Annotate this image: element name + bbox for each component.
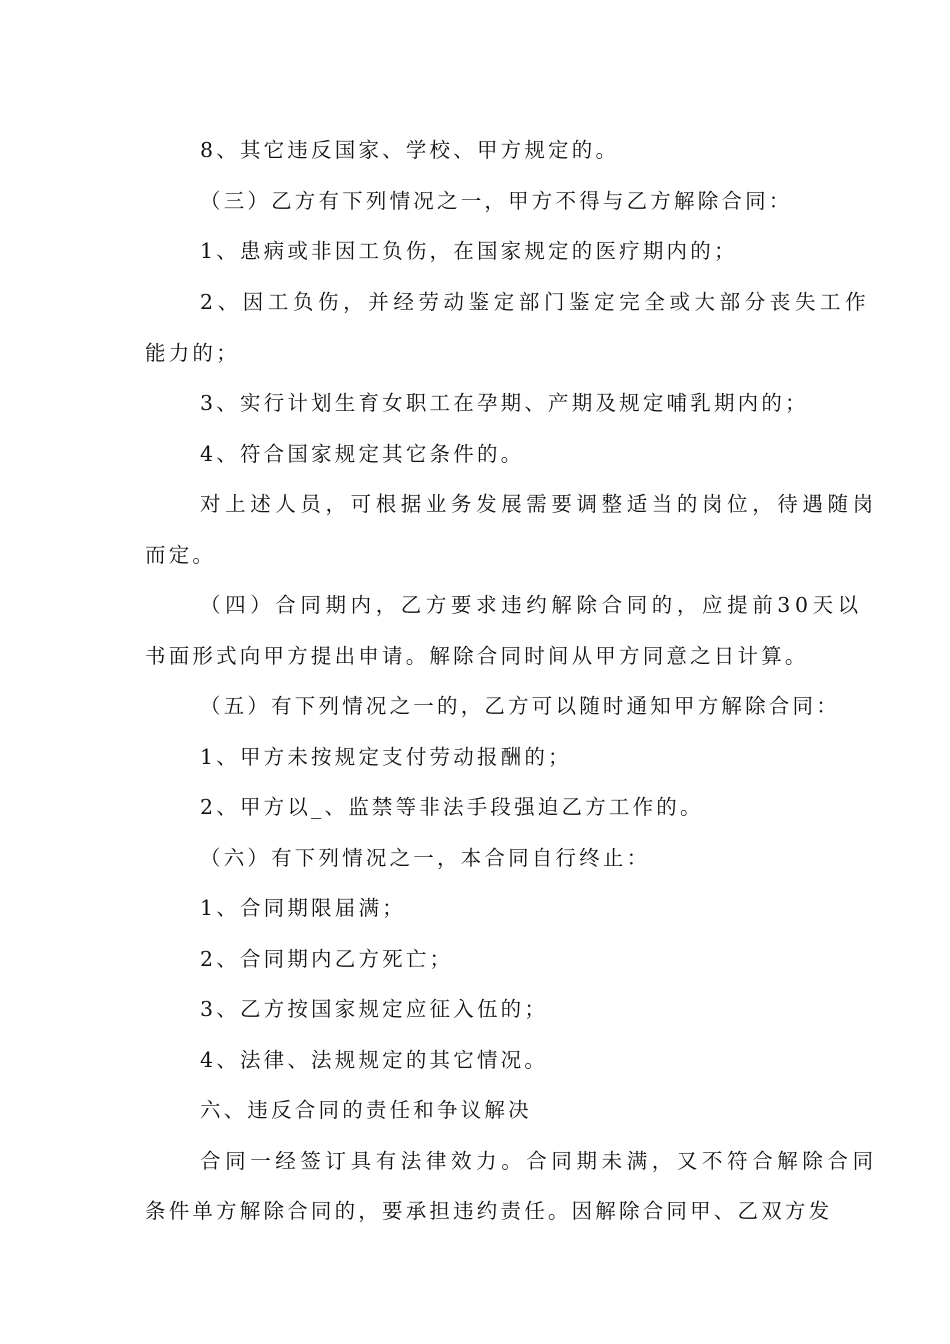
text-line-4: 2、因工负伤，并经劳动鉴定部门鉴定完全或大部分丧失工作	[200, 290, 871, 314]
text-line-10: （四）合同期内，乙方要求违约解除合同的，应提前30天以	[200, 593, 863, 617]
text-line-14: 2、甲方以_、监禁等非法手段强迫乙方工作的。	[200, 795, 704, 819]
text-line-11: 书面形式向甲方提出申请。解除合同时间从甲方同意之日计算。	[145, 644, 809, 668]
text-line-5: 能力的；	[145, 341, 240, 365]
text-line-19: 4、法律、法规规定的其它情况。	[200, 1048, 549, 1072]
text-line-18: 3、乙方按国家规定应征入伍的；	[200, 997, 549, 1021]
text-line-22: 条件单方解除合同的，要承担违约责任。因解除合同甲、乙双方发	[145, 1199, 833, 1223]
text-line-6: 3、实行计划生育女职工在孕期、产期及规定哺乳期内的；	[200, 391, 809, 415]
text-line-12: （五）有下列情况之一的，乙方可以随时通知甲方解除合同：	[200, 694, 840, 718]
text-line-2: （三）乙方有下列情况之一，甲方不得与乙方解除合同：	[200, 189, 793, 213]
text-line-1: 8、其它违反国家、学校、甲方规定的。	[200, 138, 620, 162]
text-line-13: 1、甲方未按规定支付劳动报酬的；	[200, 745, 572, 769]
text-line-3: 1、患病或非因工负伤，在国家规定的医疗期内的；	[200, 239, 738, 263]
section-heading: 六、违反合同的责任和争议解决	[200, 1098, 532, 1122]
text-line-16: 1、合同期限届满；	[200, 896, 406, 920]
text-line-7: 4、符合国家规定其它条件的。	[200, 442, 525, 466]
text-line-21: 合同一经签订具有法律效力。合同期未满，又不符合解除合同	[200, 1149, 878, 1173]
text-line-17: 2、合同期内乙方死亡；	[200, 947, 454, 971]
text-line-15: （六）有下列情况之一，本合同自行终止：	[200, 846, 651, 870]
text-line-9: 而定。	[145, 543, 217, 567]
text-line-8: 对上述人员，可根据业务发展需要调整适当的岗位，待遇随岗	[200, 492, 878, 516]
